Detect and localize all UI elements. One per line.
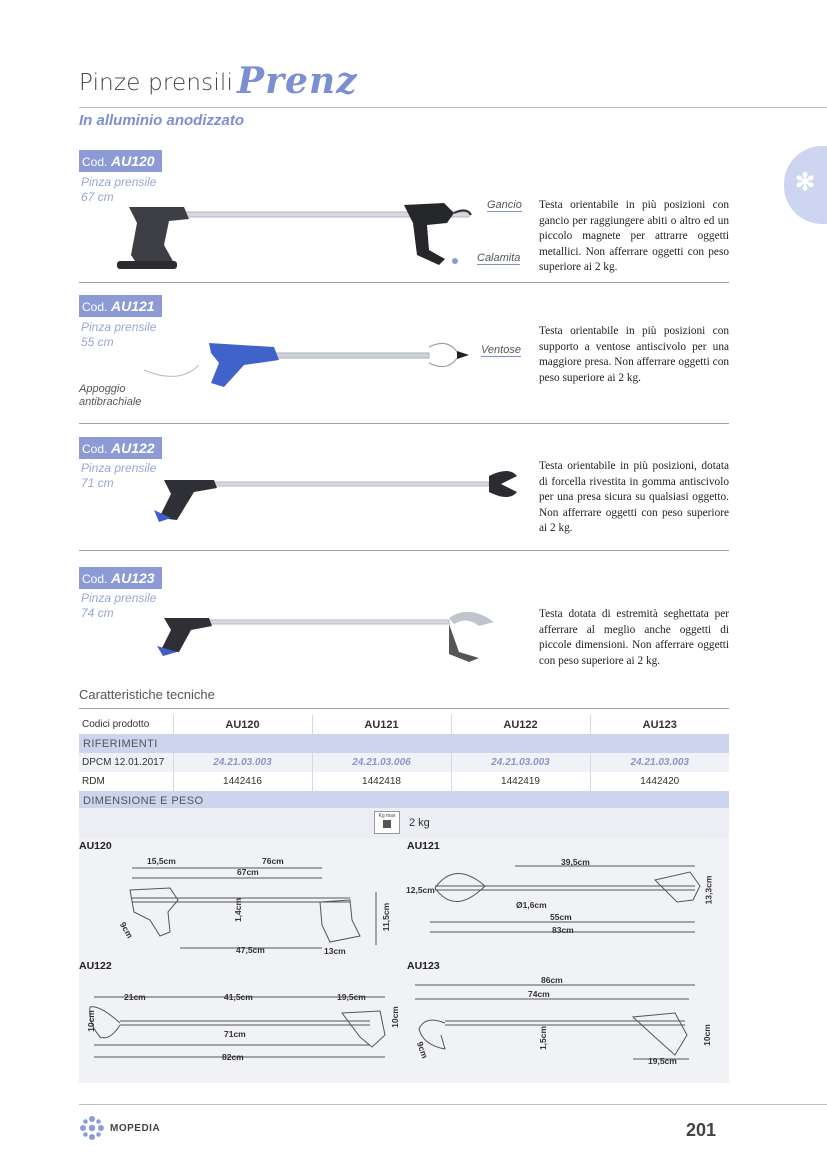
table-row xyxy=(79,772,729,791)
product-name: Pinza prensile 74 cm xyxy=(81,591,157,620)
product-description: Testa orientabile in più posizioni con supporto a ventose antiscivolo per una maggiore presa. Non afferrare oggetti con peso superiore ai 2 kg. xyxy=(539,325,729,384)
table-header-cell: AU123 xyxy=(642,718,677,731)
mopedia-logo-icon xyxy=(79,1115,105,1141)
table-row xyxy=(79,753,729,772)
product-au121 xyxy=(79,295,729,424)
band-label: DIMENSIONE E PESO xyxy=(79,791,729,810)
drawing-label: AU123 xyxy=(407,960,440,972)
grabber-au121-image xyxy=(139,325,479,410)
table-header-cell: AU121 xyxy=(312,715,451,734)
label-appoggio-antibrachiale: Appoggio antibrachiale xyxy=(79,383,142,408)
section-side-tab xyxy=(784,146,827,224)
product-au122 xyxy=(79,437,729,551)
product-au120 xyxy=(79,150,729,283)
page-number: 201 xyxy=(686,1120,717,1140)
drawing-label: AU120 xyxy=(79,840,112,852)
product-code-badge: Cod. AU123 xyxy=(79,567,162,589)
table-cell: DPCM 12.01.2017 xyxy=(79,753,173,772)
header-divider xyxy=(79,107,827,108)
dimension-label: 9cm xyxy=(117,920,136,940)
dimension-label: 19,5cm xyxy=(337,992,366,1002)
drawing-label: AU122 xyxy=(79,960,112,972)
product-au123 xyxy=(79,567,729,677)
dimension-label: 1,4cm xyxy=(233,897,244,923)
dimension-label: 55cm xyxy=(550,912,572,922)
dimension-label: 86cm xyxy=(541,975,563,985)
dimension-label: 9cm xyxy=(414,1040,431,1060)
page-title: Pinze prensili xyxy=(79,70,234,96)
footer-brand: MOPEDIA xyxy=(110,1123,161,1134)
table-cell: 1442419 xyxy=(451,772,590,791)
table-band-row xyxy=(79,734,729,753)
dimension-label: 83cm xyxy=(552,925,574,935)
dimension-label: 13,3cm xyxy=(703,875,714,905)
product-description: Testa orientabile in più posizioni, dotata di forcella rivestita in gomma antiscivolo per una presa sicura su qualsiasi oggetto. Non afferrare oggetti con peso superiore ai 2 kg. xyxy=(539,460,729,534)
dimension-label: 39,5cm xyxy=(561,857,590,867)
table-cell: 24.21.03.003 xyxy=(173,753,312,772)
grabber-au120-image xyxy=(109,195,529,280)
dimension-label: 67cm xyxy=(237,867,259,877)
label-gancio: Gancio xyxy=(487,199,522,211)
dimension-label: 11,5cm xyxy=(381,902,392,932)
table-cell: 24.21.03.003 xyxy=(590,753,729,772)
band-label: RIFERIMENTI xyxy=(79,734,729,753)
dimension-label: 10cm xyxy=(389,1006,400,1028)
table-cell: Codici prodotto xyxy=(79,715,173,734)
product-name: Pinza prensile 67 cm xyxy=(81,175,157,204)
table-cell: 24.21.03.006 xyxy=(312,753,451,772)
max-weight-value: 2 kg xyxy=(409,817,430,829)
product-name: Pinza prensile 71 cm xyxy=(81,461,157,490)
specs-table xyxy=(79,715,729,810)
brand-logo-text: Prenz xyxy=(237,60,358,102)
dimension-label: 82cm xyxy=(222,1052,244,1062)
product-description: Testa orientabile in più posizioni con gancio per raggiungere abiti o altro ed un piccolo magnete per attrarre oggetti metallici. Non afferrare oggetti con peso superiore ai 2 kg. xyxy=(539,199,729,273)
dimension-label: 13cm xyxy=(324,946,346,956)
weight-icon: Kg max xyxy=(374,811,400,834)
table-cell: 24.21.03.003 xyxy=(451,753,590,772)
product-code-badge: Cod. AU121 xyxy=(79,295,162,317)
dimension-label: 1,5cm xyxy=(538,1025,549,1051)
product-code-badge: Cod. AU122 xyxy=(79,437,162,459)
dimension-label: 10cm xyxy=(701,1024,712,1046)
specs-divider xyxy=(79,708,729,709)
dimension-label: 12,5cm xyxy=(406,885,435,895)
footer-divider xyxy=(79,1104,827,1105)
product-divider xyxy=(79,550,729,551)
weight-row xyxy=(79,808,729,838)
grabber-au123-image xyxy=(149,602,499,667)
table-header-cell: AU122 xyxy=(451,715,590,734)
asterisk-flower-icon: ✻ xyxy=(794,169,816,196)
table-row xyxy=(79,715,729,734)
dimension-label: 47,5cm xyxy=(236,945,265,955)
table-header-cell: AU120 xyxy=(173,715,312,734)
dimension-label: Ø1,6cm xyxy=(516,900,547,910)
grabber-au122-image xyxy=(149,462,529,527)
label-ventose: Ventose xyxy=(481,344,521,356)
drawing-label: AU121 xyxy=(407,840,440,852)
table-cell: 1442416 xyxy=(173,772,312,791)
dimension-label: 41,5cm xyxy=(224,992,253,1002)
dimension-label: 15,5cm xyxy=(147,856,176,866)
table-cell: RDM xyxy=(79,772,173,791)
product-code-badge: Cod. AU120 xyxy=(79,150,162,172)
table-cell: 1442418 xyxy=(312,772,451,791)
label-calamita: Calamita xyxy=(477,252,521,264)
drawing-au123 xyxy=(405,975,725,1075)
dimension-label: 76cm xyxy=(262,856,284,866)
specs-title: Caratteristiche tecniche xyxy=(79,687,215,702)
dimension-label: 71cm xyxy=(224,1029,246,1039)
product-divider xyxy=(79,282,729,283)
page-subtitle: In alluminio anodizzato xyxy=(79,112,244,129)
dimension-label: 21cm xyxy=(124,992,146,1002)
product-name: Pinza prensile 55 cm xyxy=(81,320,157,349)
dimension-label: 74cm xyxy=(528,989,550,999)
product-description: Testa dotata di estremità seghettata per afferrare al meglio anche oggetti di piccole dimensioni. Non afferrare oggetti con peso superiore ai 2 kg. xyxy=(539,608,729,667)
table-cell: 1442420 xyxy=(640,776,680,787)
dimension-label: 19,5cm xyxy=(648,1056,677,1066)
product-divider xyxy=(79,423,729,424)
dimension-label: 10cm xyxy=(85,1010,96,1032)
